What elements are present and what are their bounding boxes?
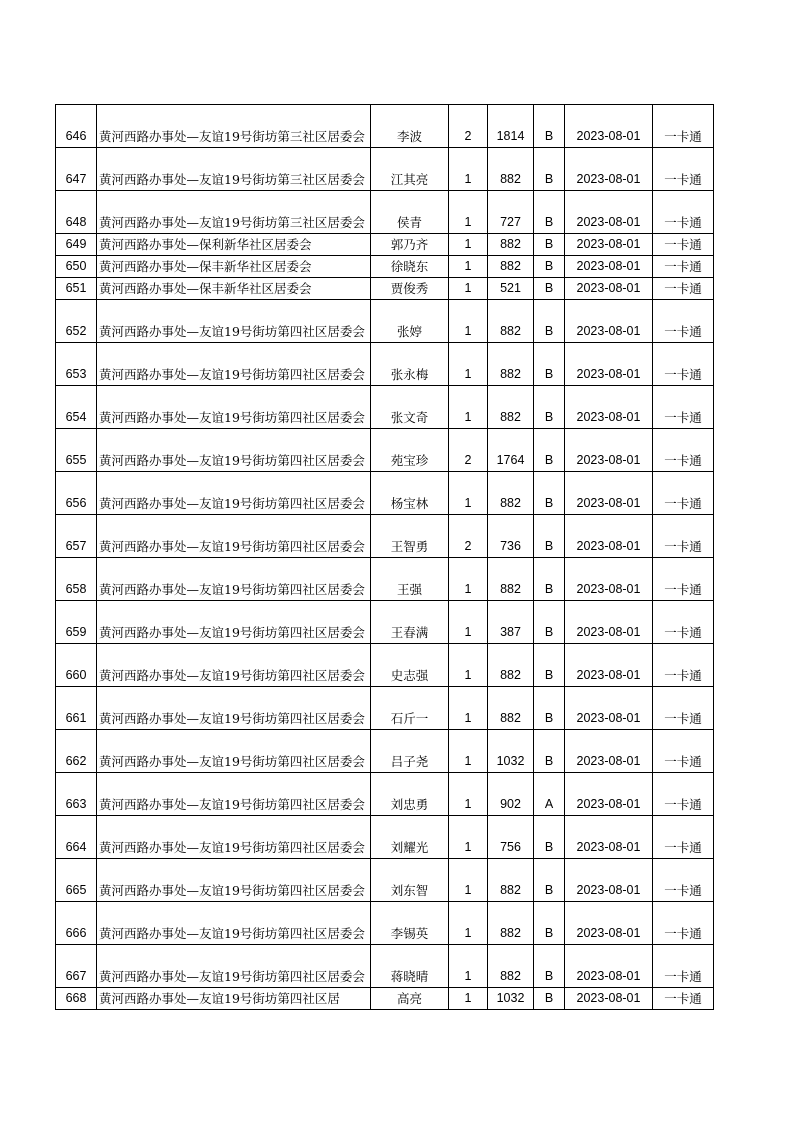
person-count-cell: 1 (449, 816, 488, 859)
row-number-cell: 650 (56, 256, 97, 278)
category-cell: B (534, 687, 565, 730)
category-cell: B (534, 300, 565, 343)
payment-method-cell: 一卡通 (653, 429, 714, 472)
category-cell: B (534, 278, 565, 300)
unit-name-cell: 黄河西路办事处—友谊19号街坊第四社区居 (97, 988, 371, 1010)
table-row (56, 687, 714, 730)
person-count-cell: 1 (449, 601, 488, 644)
unit-name-cell: 黄河西路办事处—保丰新华社区居委会 (97, 278, 371, 300)
amount-cell: 882 (488, 687, 534, 730)
row-number-cell: 663 (56, 773, 97, 816)
issue-date-cell: 2023-08-01 (565, 148, 653, 191)
row-number-cell: 649 (56, 234, 97, 256)
payment-method-cell: 一卡通 (653, 256, 714, 278)
person-name-cell: 侯青 (371, 191, 449, 234)
payment-method-cell: 一卡通 (653, 687, 714, 730)
person-name-cell: 王春满 (371, 601, 449, 644)
person-name-cell: 杨宝林 (371, 472, 449, 515)
amount-cell: 882 (488, 859, 534, 902)
person-name-cell: 刘东智 (371, 859, 449, 902)
amount-cell: 882 (488, 386, 534, 429)
row-number-cell: 646 (56, 105, 97, 148)
row-number-cell: 664 (56, 816, 97, 859)
person-count-cell: 1 (449, 902, 488, 945)
issue-date-cell: 2023-08-01 (565, 105, 653, 148)
issue-date-cell: 2023-08-01 (565, 601, 653, 644)
category-cell: B (534, 816, 565, 859)
amount-cell: 882 (488, 644, 534, 687)
unit-name-cell: 黄河西路办事处—友谊19号街坊第四社区居委会 (97, 472, 371, 515)
unit-name-cell: 黄河西路办事处—友谊19号街坊第四社区居委会 (97, 386, 371, 429)
row-number-cell: 653 (56, 343, 97, 386)
person-count-cell: 1 (449, 148, 488, 191)
amount-cell: 882 (488, 256, 534, 278)
row-number-cell: 667 (56, 945, 97, 988)
row-number-cell: 660 (56, 644, 97, 687)
person-name-cell: 刘忠勇 (371, 773, 449, 816)
unit-name-cell: 黄河西路办事处—友谊19号街坊第四社区居委会 (97, 343, 371, 386)
amount-cell: 756 (488, 816, 534, 859)
unit-name-cell: 黄河西路办事处—友谊19号街坊第四社区居委会 (97, 601, 371, 644)
payment-method-cell: 一卡通 (653, 105, 714, 148)
row-number-cell: 659 (56, 601, 97, 644)
person-count-cell: 2 (449, 105, 488, 148)
category-cell: B (534, 386, 565, 429)
person-name-cell: 李波 (371, 105, 449, 148)
table-row (56, 386, 714, 429)
person-name-cell: 刘耀光 (371, 816, 449, 859)
person-count-cell: 1 (449, 386, 488, 429)
category-cell: B (534, 558, 565, 601)
issue-date-cell: 2023-08-01 (565, 386, 653, 429)
category-cell: B (534, 148, 565, 191)
payment-method-cell: 一卡通 (653, 601, 714, 644)
table-body (56, 105, 714, 1010)
amount-cell: 882 (488, 148, 534, 191)
category-cell: B (534, 515, 565, 558)
row-number-cell: 657 (56, 515, 97, 558)
category-cell: B (534, 472, 565, 515)
amount-cell: 882 (488, 945, 534, 988)
issue-date-cell: 2023-08-01 (565, 256, 653, 278)
amount-cell: 882 (488, 300, 534, 343)
allowance-table (55, 104, 714, 1010)
unit-name-cell: 黄河西路办事处—友谊19号街坊第三社区居委会 (97, 148, 371, 191)
issue-date-cell: 2023-08-01 (565, 859, 653, 902)
table-row (56, 429, 714, 472)
person-name-cell: 高亮 (371, 988, 449, 1010)
table-row (56, 234, 714, 256)
category-cell: B (534, 343, 565, 386)
person-name-cell: 贾俊秀 (371, 278, 449, 300)
row-number-cell: 647 (56, 148, 97, 191)
payment-method-cell: 一卡通 (653, 386, 714, 429)
table-row (56, 558, 714, 601)
amount-cell: 1764 (488, 429, 534, 472)
payment-method-cell: 一卡通 (653, 148, 714, 191)
person-name-cell: 王强 (371, 558, 449, 601)
payment-method-cell: 一卡通 (653, 191, 714, 234)
person-count-cell: 2 (449, 515, 488, 558)
category-cell: B (534, 730, 565, 773)
issue-date-cell: 2023-08-01 (565, 816, 653, 859)
table-row (56, 945, 714, 988)
table-row (56, 105, 714, 148)
issue-date-cell: 2023-08-01 (565, 558, 653, 601)
row-number-cell: 666 (56, 902, 97, 945)
person-count-cell: 1 (449, 945, 488, 988)
person-name-cell: 郭乃齐 (371, 234, 449, 256)
amount-cell: 1032 (488, 988, 534, 1010)
row-number-cell: 655 (56, 429, 97, 472)
category-cell: B (534, 859, 565, 902)
amount-cell: 1032 (488, 730, 534, 773)
unit-name-cell: 黄河西路办事处—友谊19号街坊第四社区居委会 (97, 644, 371, 687)
payment-method-cell: 一卡通 (653, 515, 714, 558)
person-name-cell: 张婷 (371, 300, 449, 343)
unit-name-cell: 黄河西路办事处—友谊19号街坊第四社区居委会 (97, 859, 371, 902)
amount-cell: 882 (488, 902, 534, 945)
table-row (56, 256, 714, 278)
person-count-cell: 1 (449, 988, 488, 1010)
issue-date-cell: 2023-08-01 (565, 515, 653, 558)
person-name-cell: 苑宝珍 (371, 429, 449, 472)
person-count-cell: 1 (449, 773, 488, 816)
payment-method-cell: 一卡通 (653, 234, 714, 256)
category-cell: B (534, 902, 565, 945)
row-number-cell: 658 (56, 558, 97, 601)
row-number-cell: 668 (56, 988, 97, 1010)
person-count-cell: 1 (449, 256, 488, 278)
payment-method-cell: 一卡通 (653, 859, 714, 902)
table-row (56, 191, 714, 234)
person-count-cell: 1 (449, 278, 488, 300)
table-row (56, 300, 714, 343)
unit-name-cell: 黄河西路办事处—友谊19号街坊第四社区居委会 (97, 902, 371, 945)
amount-cell: 727 (488, 191, 534, 234)
category-cell: B (534, 945, 565, 988)
issue-date-cell: 2023-08-01 (565, 343, 653, 386)
amount-cell: 882 (488, 472, 534, 515)
amount-cell: 882 (488, 343, 534, 386)
issue-date-cell: 2023-08-01 (565, 988, 653, 1010)
issue-date-cell: 2023-08-01 (565, 278, 653, 300)
person-name-cell: 石斤一 (371, 687, 449, 730)
table-row (56, 148, 714, 191)
issue-date-cell: 2023-08-01 (565, 687, 653, 730)
category-cell: B (534, 988, 565, 1010)
row-number-cell: 665 (56, 859, 97, 902)
unit-name-cell: 黄河西路办事处—友谊19号街坊第四社区居委会 (97, 816, 371, 859)
category-cell: B (534, 256, 565, 278)
table-row (56, 278, 714, 300)
category-cell: B (534, 429, 565, 472)
unit-name-cell: 黄河西路办事处—友谊19号街坊第四社区居委会 (97, 300, 371, 343)
unit-name-cell: 黄河西路办事处—友谊19号街坊第四社区居委会 (97, 730, 371, 773)
person-name-cell: 江其亮 (371, 148, 449, 191)
payment-method-cell: 一卡通 (653, 730, 714, 773)
table-row (56, 644, 714, 687)
person-count-cell: 1 (449, 234, 488, 256)
issue-date-cell: 2023-08-01 (565, 902, 653, 945)
amount-cell: 736 (488, 515, 534, 558)
payment-method-cell: 一卡通 (653, 300, 714, 343)
row-number-cell: 656 (56, 472, 97, 515)
issue-date-cell: 2023-08-01 (565, 730, 653, 773)
payment-method-cell: 一卡通 (653, 816, 714, 859)
issue-date-cell: 2023-08-01 (565, 472, 653, 515)
person-count-cell: 1 (449, 472, 488, 515)
table-row (56, 988, 714, 1010)
table-row (56, 859, 714, 902)
unit-name-cell: 黄河西路办事处—友谊19号街坊第四社区居委会 (97, 687, 371, 730)
payment-method-cell: 一卡通 (653, 472, 714, 515)
payment-method-cell: 一卡通 (653, 902, 714, 945)
amount-cell: 902 (488, 773, 534, 816)
person-name-cell: 蒋晓晴 (371, 945, 449, 988)
payment-method-cell: 一卡通 (653, 644, 714, 687)
category-cell: B (534, 601, 565, 644)
payment-method-cell: 一卡通 (653, 278, 714, 300)
person-name-cell: 徐晓东 (371, 256, 449, 278)
table-row (56, 902, 714, 945)
person-count-cell: 1 (449, 191, 488, 234)
payment-method-cell: 一卡通 (653, 773, 714, 816)
person-count-cell: 2 (449, 429, 488, 472)
table-row (56, 730, 714, 773)
amount-cell: 1814 (488, 105, 534, 148)
table-row (56, 515, 714, 558)
person-count-cell: 1 (449, 859, 488, 902)
person-name-cell: 史志强 (371, 644, 449, 687)
person-name-cell: 王智勇 (371, 515, 449, 558)
table-row (56, 343, 714, 386)
payment-method-cell: 一卡通 (653, 558, 714, 601)
row-number-cell: 648 (56, 191, 97, 234)
unit-name-cell: 黄河西路办事处—友谊19号街坊第四社区居委会 (97, 515, 371, 558)
unit-name-cell: 黄河西路办事处—保丰新华社区居委会 (97, 256, 371, 278)
issue-date-cell: 2023-08-01 (565, 773, 653, 816)
table-row (56, 773, 714, 816)
person-name-cell: 李锡英 (371, 902, 449, 945)
table-row (56, 601, 714, 644)
payment-method-cell: 一卡通 (653, 343, 714, 386)
amount-cell: 387 (488, 601, 534, 644)
unit-name-cell: 黄河西路办事处—友谊19号街坊第三社区居委会 (97, 191, 371, 234)
issue-date-cell: 2023-08-01 (565, 300, 653, 343)
unit-name-cell: 黄河西路办事处—友谊19号街坊第四社区居委会 (97, 773, 371, 816)
row-number-cell: 652 (56, 300, 97, 343)
unit-name-cell: 黄河西路办事处—友谊19号街坊第四社区居委会 (97, 558, 371, 601)
payment-method-cell: 一卡通 (653, 988, 714, 1010)
unit-name-cell: 黄河西路办事处—友谊19号街坊第四社区居委会 (97, 945, 371, 988)
category-cell: B (534, 644, 565, 687)
amount-cell: 882 (488, 234, 534, 256)
row-number-cell: 661 (56, 687, 97, 730)
issue-date-cell: 2023-08-01 (565, 191, 653, 234)
person-count-cell: 1 (449, 558, 488, 601)
category-cell: B (534, 234, 565, 256)
row-number-cell: 662 (56, 730, 97, 773)
issue-date-cell: 2023-08-01 (565, 234, 653, 256)
issue-date-cell: 2023-08-01 (565, 644, 653, 687)
table-row (56, 816, 714, 859)
unit-name-cell: 黄河西路办事处—友谊19号街坊第三社区居委会 (97, 105, 371, 148)
category-cell: A (534, 773, 565, 816)
row-number-cell: 651 (56, 278, 97, 300)
issue-date-cell: 2023-08-01 (565, 429, 653, 472)
issue-date-cell: 2023-08-01 (565, 945, 653, 988)
person-count-cell: 1 (449, 644, 488, 687)
payment-method-cell: 一卡通 (653, 945, 714, 988)
person-count-cell: 1 (449, 730, 488, 773)
amount-cell: 882 (488, 558, 534, 601)
person-name-cell: 张文奇 (371, 386, 449, 429)
person-count-cell: 1 (449, 300, 488, 343)
table-row (56, 472, 714, 515)
person-name-cell: 吕子尧 (371, 730, 449, 773)
person-name-cell: 张永梅 (371, 343, 449, 386)
person-count-cell: 1 (449, 687, 488, 730)
category-cell: B (534, 105, 565, 148)
category-cell: B (534, 191, 565, 234)
amount-cell: 521 (488, 278, 534, 300)
person-count-cell: 1 (449, 343, 488, 386)
unit-name-cell: 黄河西路办事处—友谊19号街坊第四社区居委会 (97, 429, 371, 472)
row-number-cell: 654 (56, 386, 97, 429)
unit-name-cell: 黄河西路办事处—保利新华社区居委会 (97, 234, 371, 256)
